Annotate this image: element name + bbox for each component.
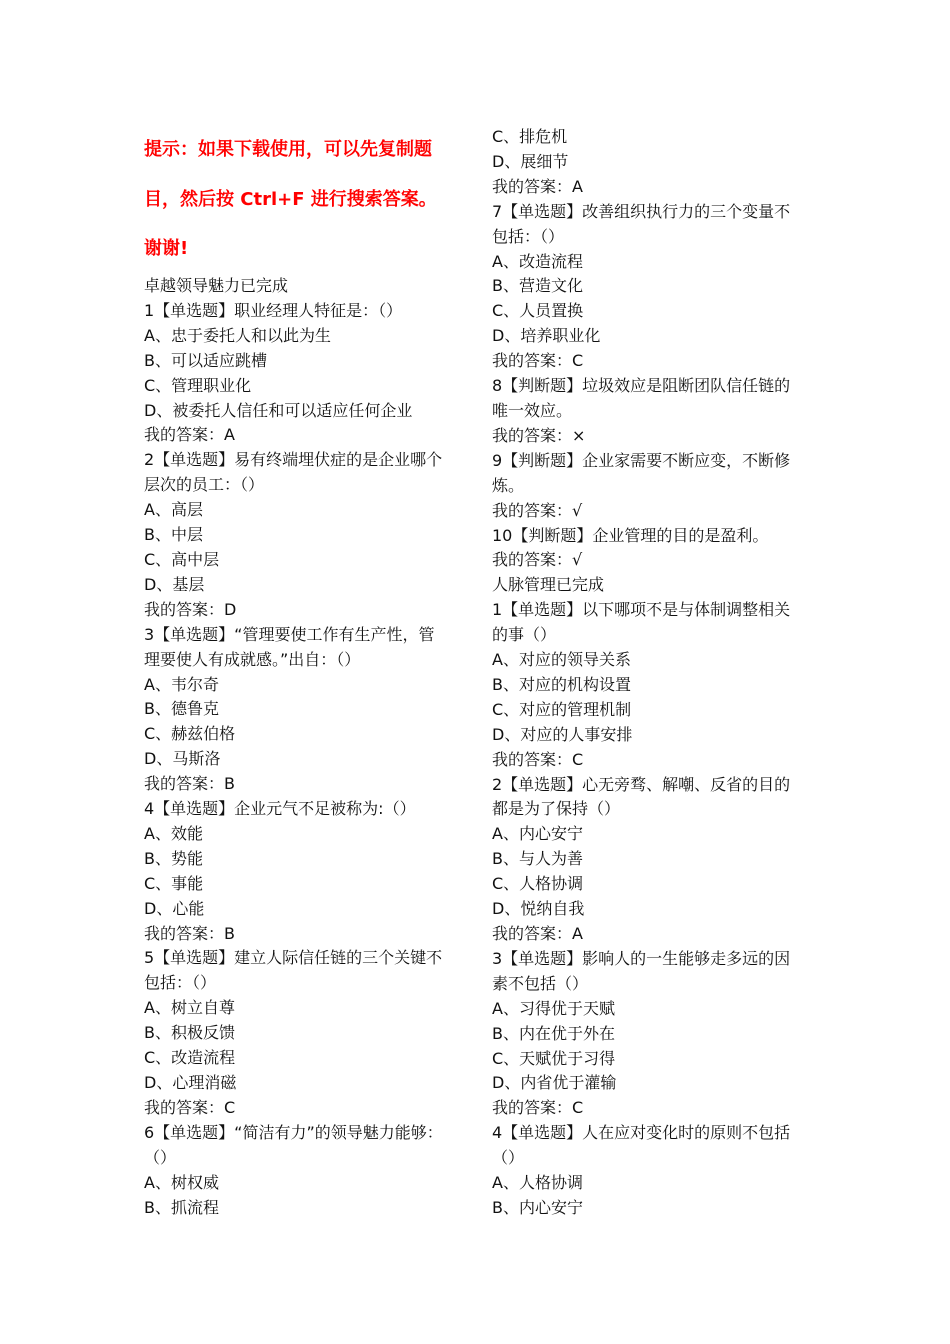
left-option-line: B、势能 bbox=[144, 848, 203, 868]
right-answer-line: 我的答案：C bbox=[492, 749, 584, 769]
left-question-line: 5【单选题】建立人际信任链的三个关键不 bbox=[144, 948, 443, 968]
right-question-line: 4【单选题】人在应对变化时的原则不包括 bbox=[492, 1123, 791, 1143]
left-option-line: A、高层 bbox=[144, 500, 203, 520]
right-text-line: 炼。 bbox=[492, 475, 525, 495]
left-question-line: 2【单选题】易有终端埋伏症的是企业哪个 bbox=[144, 450, 443, 470]
left-option-line: B、德鲁克 bbox=[144, 699, 219, 719]
right-option-line: A、人格协调 bbox=[492, 1173, 583, 1193]
right-answer-line: 我的答案：C bbox=[492, 1098, 584, 1118]
right-option-line: D、展细节 bbox=[492, 151, 569, 171]
right-option-line: D、对应的人事安排 bbox=[492, 724, 633, 744]
right-question-line: 8【判断题】垃圾效应是阻断团队信任链的 bbox=[492, 376, 791, 396]
right-option-line: C、对应的管理机制 bbox=[492, 699, 632, 719]
right-option-line: B、内心安宁 bbox=[492, 1197, 583, 1217]
right-text-line: 素不包括（） bbox=[492, 973, 589, 993]
left-option-line: C、管理职业化 bbox=[144, 375, 252, 395]
left-option-line: A、树立自尊 bbox=[144, 998, 235, 1018]
right-text-line: 的事（） bbox=[492, 625, 557, 645]
right-answer-line: 我的答案：√ bbox=[492, 550, 583, 570]
right-text-line: 都是为了保持（） bbox=[492, 799, 621, 819]
left-text-line: 层次的员工：（） bbox=[144, 475, 265, 495]
right-question-line: 10【判断题】企业管理的目的是盈利。 bbox=[492, 525, 769, 545]
right-question-line: 9【判断题】企业家需要不断应变，不断修 bbox=[492, 450, 791, 470]
left-question-line: 4【单选题】企业元气不足被称为:（） bbox=[144, 799, 416, 819]
tip-line-3: 谢谢! bbox=[144, 238, 189, 259]
right-text-line: （） bbox=[492, 1148, 525, 1168]
left-option-line: C、事能 bbox=[144, 873, 204, 893]
tip-line-2: 目，然后按 Ctrl+F 进行搜索答案。 bbox=[144, 189, 437, 210]
right-text-block bbox=[492, 125, 790, 1221]
left-option-line: A、忠于委托人和以此为生 bbox=[144, 325, 331, 345]
left-option-line: C、改造流程 bbox=[144, 1048, 236, 1068]
right-option-line: D、培养职业化 bbox=[492, 326, 601, 346]
left-answer-line: 我的答案：B bbox=[144, 774, 235, 794]
right-option-line: A、对应的领导关系 bbox=[492, 650, 631, 670]
left-text-line: （） bbox=[144, 1147, 177, 1167]
left-option-line: A、树权威 bbox=[144, 1172, 219, 1192]
left-question-line: 3【单选题】“管理要使工作有生产性，管 bbox=[144, 624, 435, 644]
right-answer-line: 我的答案：A bbox=[492, 176, 583, 196]
left-question-line: 1【单选题】职业经理人特征是：（） bbox=[144, 300, 403, 320]
right-option-line: B、内在优于外在 bbox=[492, 1023, 615, 1043]
right-question-line: 3【单选题】影响人的一生能够走多远的因 bbox=[492, 948, 791, 968]
right-text-line: 包括：（） bbox=[492, 226, 565, 246]
left-option-line: D、基层 bbox=[144, 574, 205, 594]
right-question-line: 7【单选题】改善组织执行力的三个变量不 bbox=[492, 201, 791, 221]
left-option-line: B、中层 bbox=[144, 525, 203, 545]
right-option-line: C、排危机 bbox=[492, 127, 568, 146]
left-option-line: A、效能 bbox=[144, 823, 203, 843]
left-option-line: D、心理消磁 bbox=[144, 1073, 237, 1092]
left-answer-line: 我的答案：D bbox=[144, 599, 237, 619]
right-option-line: B、营造文化 bbox=[492, 276, 583, 296]
left-option-line: D、心能 bbox=[144, 898, 205, 918]
right-text-line: 唯一效应。 bbox=[492, 400, 573, 420]
left-text-block bbox=[144, 274, 443, 1220]
right-option-line: D、悦纳自我 bbox=[492, 899, 585, 919]
left-text-line: 包括：（） bbox=[144, 973, 217, 993]
right-answer-line: 我的答案：A bbox=[492, 924, 583, 943]
right-answer-line: 我的答案：× bbox=[492, 425, 586, 445]
right-option-line: A、内心安宁 bbox=[492, 824, 583, 844]
right-option-line: D、内省优于灌输 bbox=[492, 1073, 617, 1093]
left-option-line: B、积极反馈 bbox=[144, 1023, 235, 1043]
right-option-line: C、天赋优于习得 bbox=[492, 1048, 616, 1068]
right-option-line: C、人员置换 bbox=[492, 301, 584, 321]
right-option-line: B、对应的机构设置 bbox=[492, 674, 631, 694]
left-option-line: C、赫兹伯格 bbox=[144, 724, 236, 744]
right-answer-line: 我的答案：C bbox=[492, 351, 584, 371]
left-option-line: A、韦尔奇 bbox=[144, 674, 219, 694]
left-option-line: C、高中层 bbox=[144, 549, 220, 569]
tip-line-1: 提示：如果下载使用，可以先复制题 bbox=[144, 139, 432, 160]
left-question-line: 6【单选题】“简洁有力”的领导魅力能够： bbox=[144, 1122, 443, 1142]
left-option-line: B、可以适应跳槽 bbox=[144, 350, 267, 370]
left-answer-line: 我的答案：B bbox=[144, 923, 235, 943]
right-question-line: 1【单选题】以下哪项不是与体制调整相关 bbox=[492, 600, 791, 620]
right-option-line: A、改造流程 bbox=[492, 251, 583, 271]
left-answer-line: 我的答案：C bbox=[144, 1097, 236, 1117]
right-option-line: A、习得优于天赋 bbox=[492, 998, 615, 1018]
right-section-title: 人脉管理已完成 bbox=[492, 575, 605, 595]
left-option-line: D、被委托人信任和可以适应任何企业 bbox=[144, 400, 413, 420]
left-option-line: D、马斯洛 bbox=[144, 749, 221, 769]
right-question-line: 2【单选题】心无旁骛、解嘲、反省的目的 bbox=[492, 774, 791, 794]
right-option-line: B、与人为善 bbox=[492, 849, 583, 869]
left-option-line: B、抓流程 bbox=[144, 1197, 219, 1217]
right-option-line: C、人格协调 bbox=[492, 874, 584, 894]
left-answer-line: 我的答案：A bbox=[144, 425, 235, 445]
left-text-line: 理要使人有成就感。”出自：（） bbox=[144, 649, 361, 669]
right-answer-line: 我的答案：√ bbox=[492, 500, 583, 520]
left-section-title: 卓越领导魅力已完成 bbox=[144, 276, 289, 295]
